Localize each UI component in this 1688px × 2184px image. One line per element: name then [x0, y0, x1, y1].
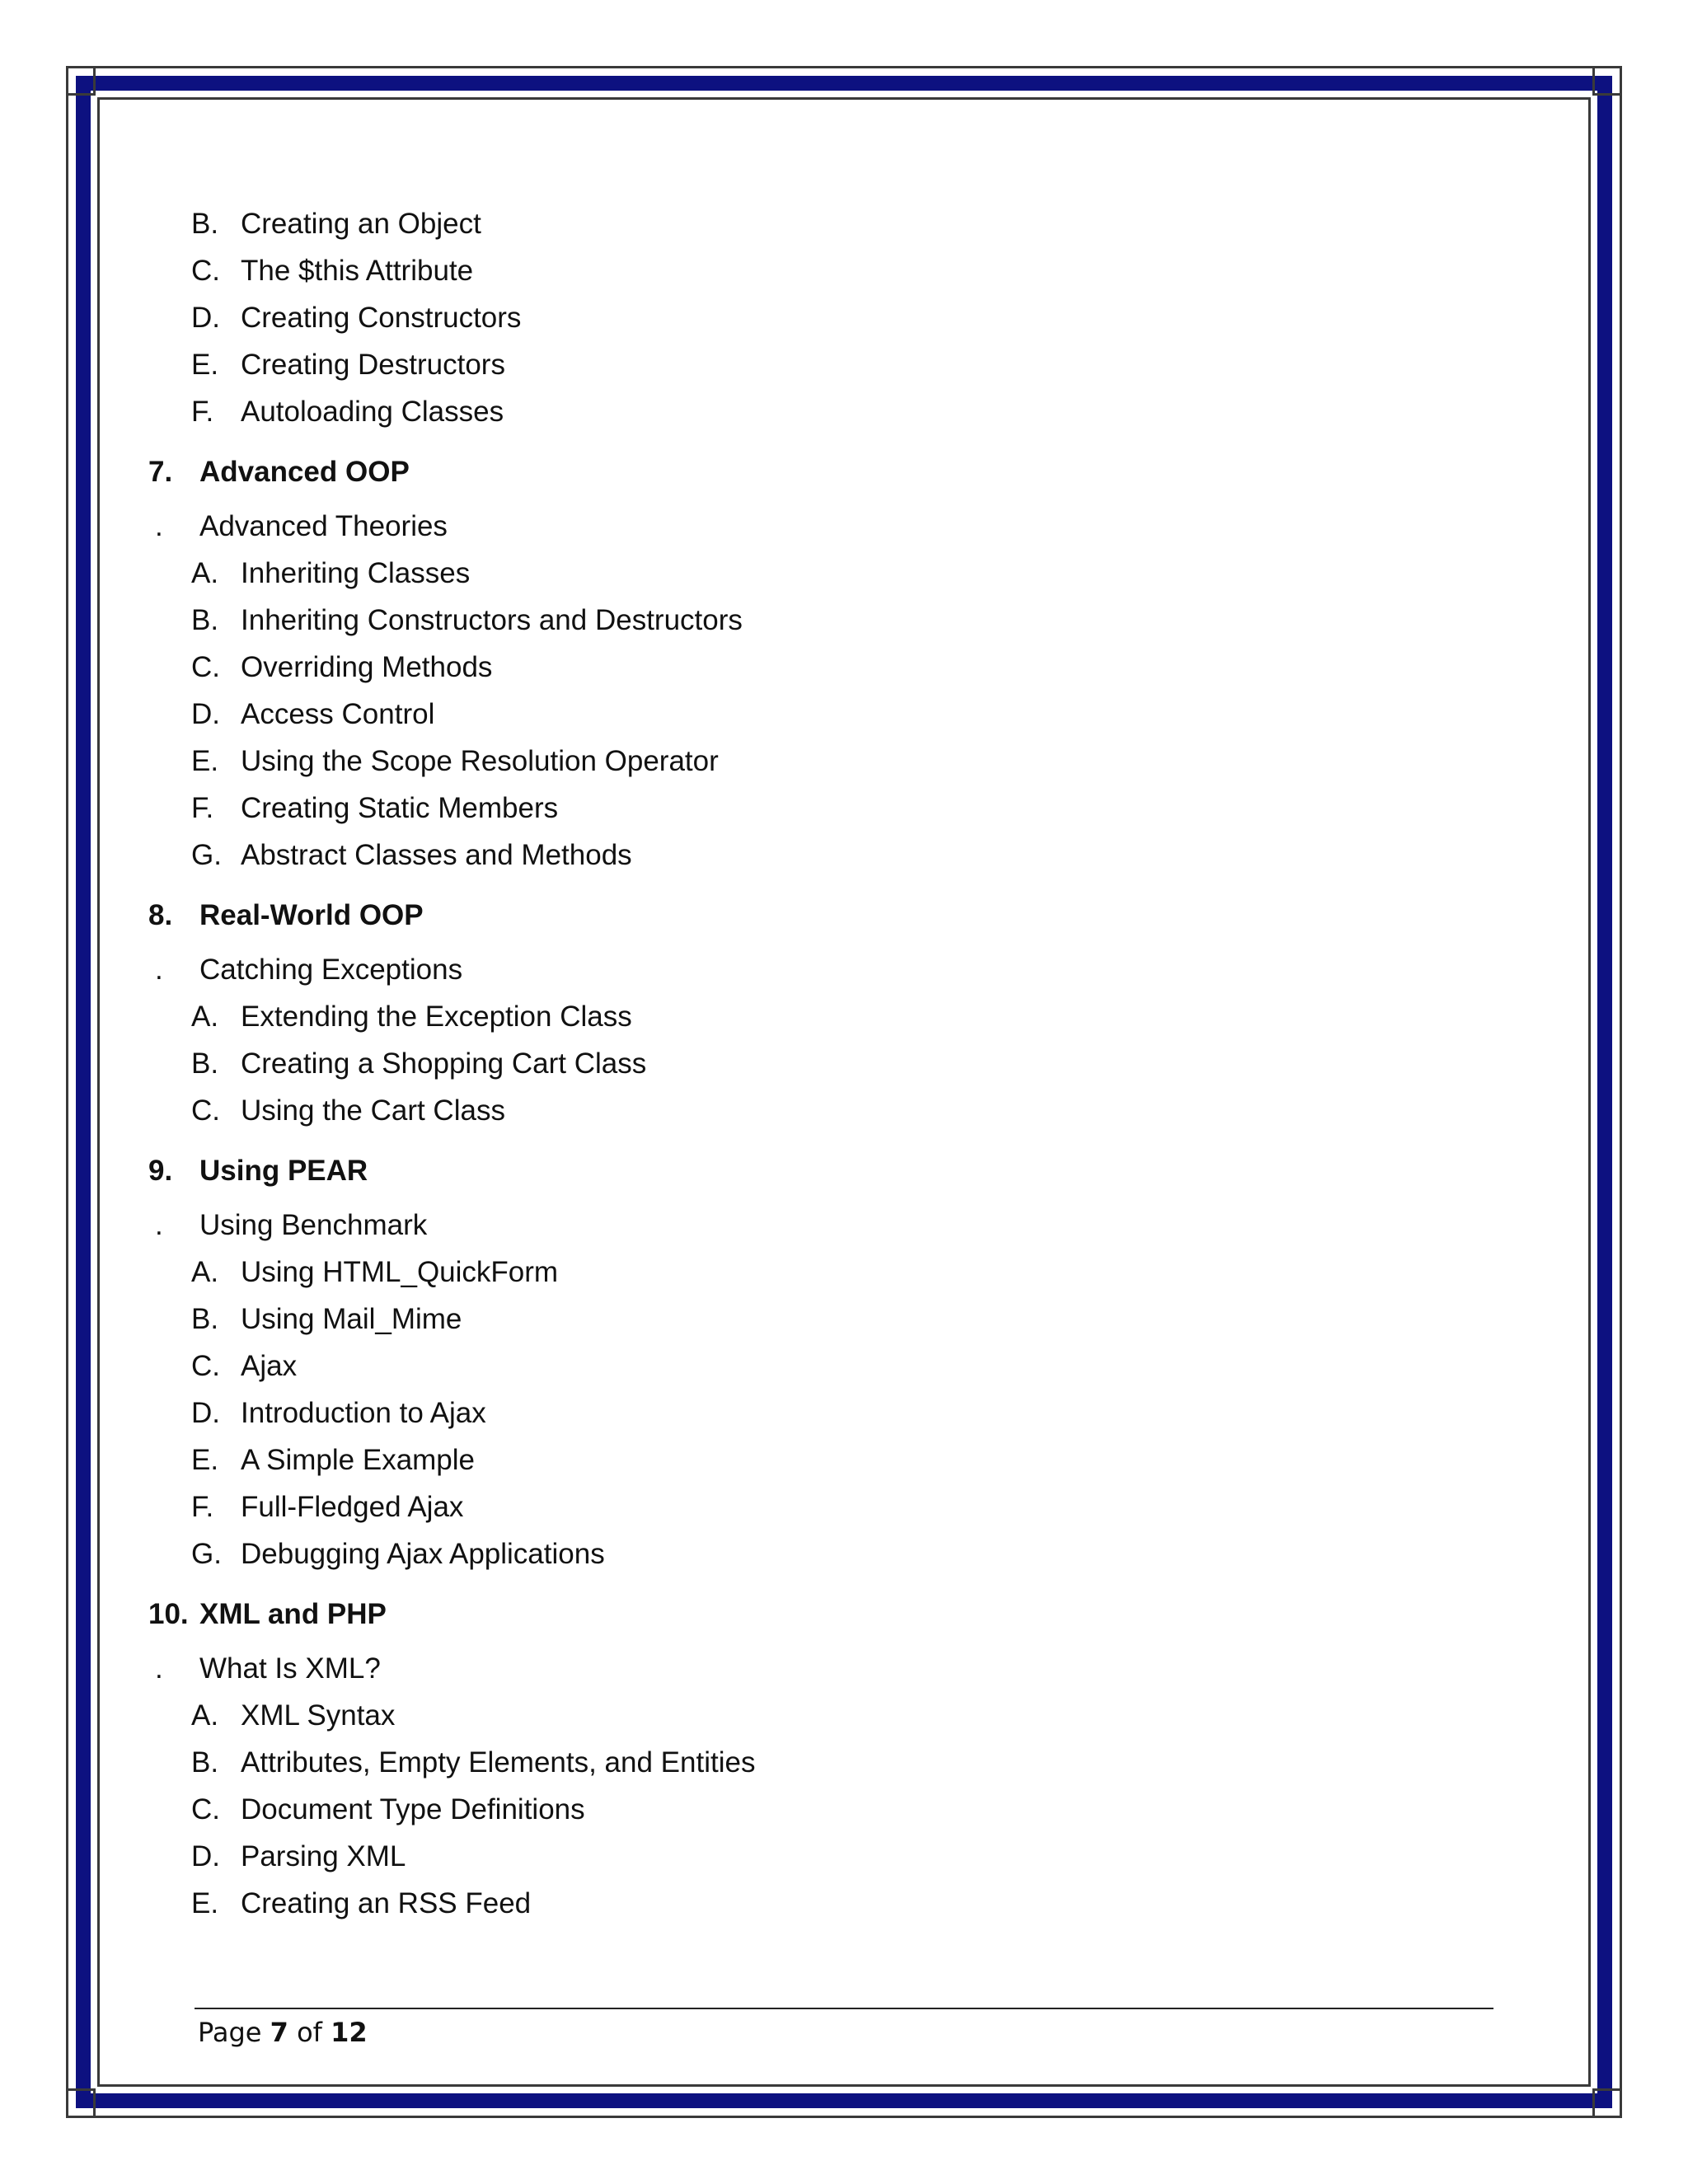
item-text: Using HTML_QuickForm — [241, 1256, 559, 1288]
section-title: Real-World OOP — [199, 899, 424, 931]
intro-text: What Is XML? — [199, 1652, 381, 1685]
item-letter: G. — [191, 1538, 222, 1570]
item-letter: E. — [191, 1444, 219, 1476]
section-number: 10. — [148, 1598, 189, 1630]
item-letter: B. — [191, 208, 219, 240]
border-corner-bottom-left — [66, 2088, 96, 2118]
item-text: A Simple Example — [241, 1444, 476, 1476]
section-intro — [148, 952, 1500, 999]
item-letter: F. — [191, 792, 214, 824]
item-text: Creating Destructors — [241, 349, 505, 381]
list-item — [148, 1093, 1500, 1140]
border-corner-top-right — [1592, 66, 1622, 96]
item-letter: D. — [191, 1840, 220, 1872]
list-item — [148, 649, 1500, 696]
item-letter: A. — [191, 557, 219, 589]
list-item — [148, 1254, 1500, 1301]
item-letter: C. — [191, 1094, 220, 1127]
item-text: Creating an RSS Feed — [241, 1887, 532, 1919]
section-heading — [148, 454, 1500, 509]
footer-current-page: 7 — [270, 2017, 288, 2048]
item-letter: G. — [191, 839, 222, 871]
item-text: Abstract Classes and Methods — [241, 839, 632, 871]
item-text: Using the Cart Class — [241, 1094, 505, 1127]
list-item — [148, 1745, 1500, 1792]
bullet-dot: . — [155, 1209, 163, 1241]
continuation-list — [148, 206, 1500, 441]
section-title: Using PEAR — [199, 1155, 368, 1187]
footer-page-word: Page — [198, 2017, 262, 2048]
intro-text: Advanced Theories — [199, 510, 448, 542]
section-number: 7. — [148, 456, 173, 488]
footer-divider — [195, 2008, 1493, 2009]
section-real-world-oop — [148, 898, 1500, 1140]
section-title: Advanced OOP — [199, 456, 410, 488]
bullet-dot: . — [155, 1652, 163, 1685]
section-intro — [148, 1207, 1500, 1254]
item-text: Overriding Methods — [241, 651, 493, 683]
footer-total-pages: 12 — [331, 2017, 368, 2048]
item-letter: D. — [191, 302, 220, 334]
list-item — [148, 602, 1500, 649]
list-item — [148, 1886, 1500, 1933]
item-text: Introduction to Ajax — [241, 1397, 486, 1429]
section-number: 9. — [148, 1155, 173, 1187]
item-letter: A. — [191, 1001, 219, 1033]
item-letter: E. — [191, 1887, 219, 1919]
item-letter: F. — [191, 1491, 214, 1523]
item-text: Parsing XML — [241, 1840, 406, 1872]
item-letter: A. — [191, 1699, 219, 1732]
section-heading — [148, 898, 1500, 952]
item-letter: E. — [191, 745, 219, 777]
section-xml-and-php — [148, 1596, 1500, 1933]
list-item — [148, 347, 1500, 394]
item-letter: D. — [191, 1397, 220, 1429]
section-intro — [148, 1651, 1500, 1698]
section-advanced-oop — [148, 454, 1500, 884]
item-text: Autoloading Classes — [241, 396, 504, 428]
item-text: Access Control — [241, 698, 435, 730]
list-item — [148, 743, 1500, 790]
list-item — [148, 1792, 1500, 1839]
item-text: Extending the Exception Class — [241, 1001, 632, 1033]
item-letter: C. — [191, 255, 220, 287]
item-text: Document Type Definitions — [241, 1793, 585, 1825]
item-letter: A. — [191, 1256, 219, 1288]
list-item — [148, 253, 1500, 300]
list-item — [148, 1442, 1500, 1489]
list-item — [148, 1839, 1500, 1886]
section-heading — [148, 1153, 1500, 1207]
item-text: Inheriting Constructors and Destructors — [241, 604, 743, 636]
item-text: Using Mail_Mime — [241, 1303, 462, 1335]
border-corner-top-left — [66, 66, 96, 96]
list-item — [148, 555, 1500, 602]
list-item — [148, 1698, 1500, 1745]
intro-text: Using Benchmark — [199, 1209, 428, 1241]
item-text: Full-Fledged Ajax — [241, 1491, 464, 1523]
section-intro — [148, 509, 1500, 555]
border-corner-bottom-right — [1592, 2088, 1622, 2118]
section-heading — [148, 1596, 1500, 1651]
item-text: The $this Attribute — [241, 255, 474, 287]
list-item — [148, 696, 1500, 743]
list-item — [148, 1489, 1500, 1536]
list-item — [148, 1536, 1500, 1583]
item-text: Debugging Ajax Applications — [241, 1538, 605, 1570]
list-item — [148, 1046, 1500, 1093]
item-letter: C. — [191, 651, 220, 683]
page-footer — [198, 2014, 368, 2050]
item-letter: B. — [191, 604, 219, 636]
item-text: Inheriting Classes — [241, 557, 471, 589]
list-item — [148, 206, 1500, 253]
item-letter: D. — [191, 698, 220, 730]
item-text: Creating an Object — [241, 208, 481, 240]
item-letter: F. — [191, 396, 214, 428]
item-text: XML Syntax — [241, 1699, 396, 1732]
list-item — [148, 837, 1500, 884]
bullet-dot: . — [155, 954, 163, 986]
list-item — [148, 1395, 1500, 1442]
list-item — [148, 999, 1500, 1046]
item-letter: C. — [191, 1793, 220, 1825]
item-letter: B. — [191, 1746, 219, 1779]
item-letter: E. — [191, 349, 219, 381]
item-text: Ajax — [241, 1350, 298, 1382]
section-title: XML and PHP — [199, 1598, 387, 1630]
list-item — [148, 394, 1500, 441]
item-text: Creating Constructors — [241, 302, 522, 334]
footer-of-word: of — [297, 2017, 322, 2048]
list-item — [148, 790, 1500, 837]
list-item — [148, 1348, 1500, 1395]
list-item — [148, 300, 1500, 347]
intro-text: Catching Exceptions — [199, 954, 463, 986]
table-of-contents — [148, 206, 1500, 1933]
section-using-pear — [148, 1153, 1500, 1583]
item-letter: C. — [191, 1350, 220, 1382]
item-letter: B. — [191, 1047, 219, 1080]
item-text: Creating Static Members — [241, 792, 559, 824]
item-text: Creating a Shopping Cart Class — [241, 1047, 647, 1080]
item-text: Attributes, Empty Elements, and Entities — [241, 1746, 756, 1779]
section-number: 8. — [148, 899, 173, 931]
bullet-dot: . — [155, 510, 163, 542]
item-text: Using the Scope Resolution Operator — [241, 745, 719, 777]
list-item — [148, 1301, 1500, 1348]
item-letter: B. — [191, 1303, 219, 1335]
